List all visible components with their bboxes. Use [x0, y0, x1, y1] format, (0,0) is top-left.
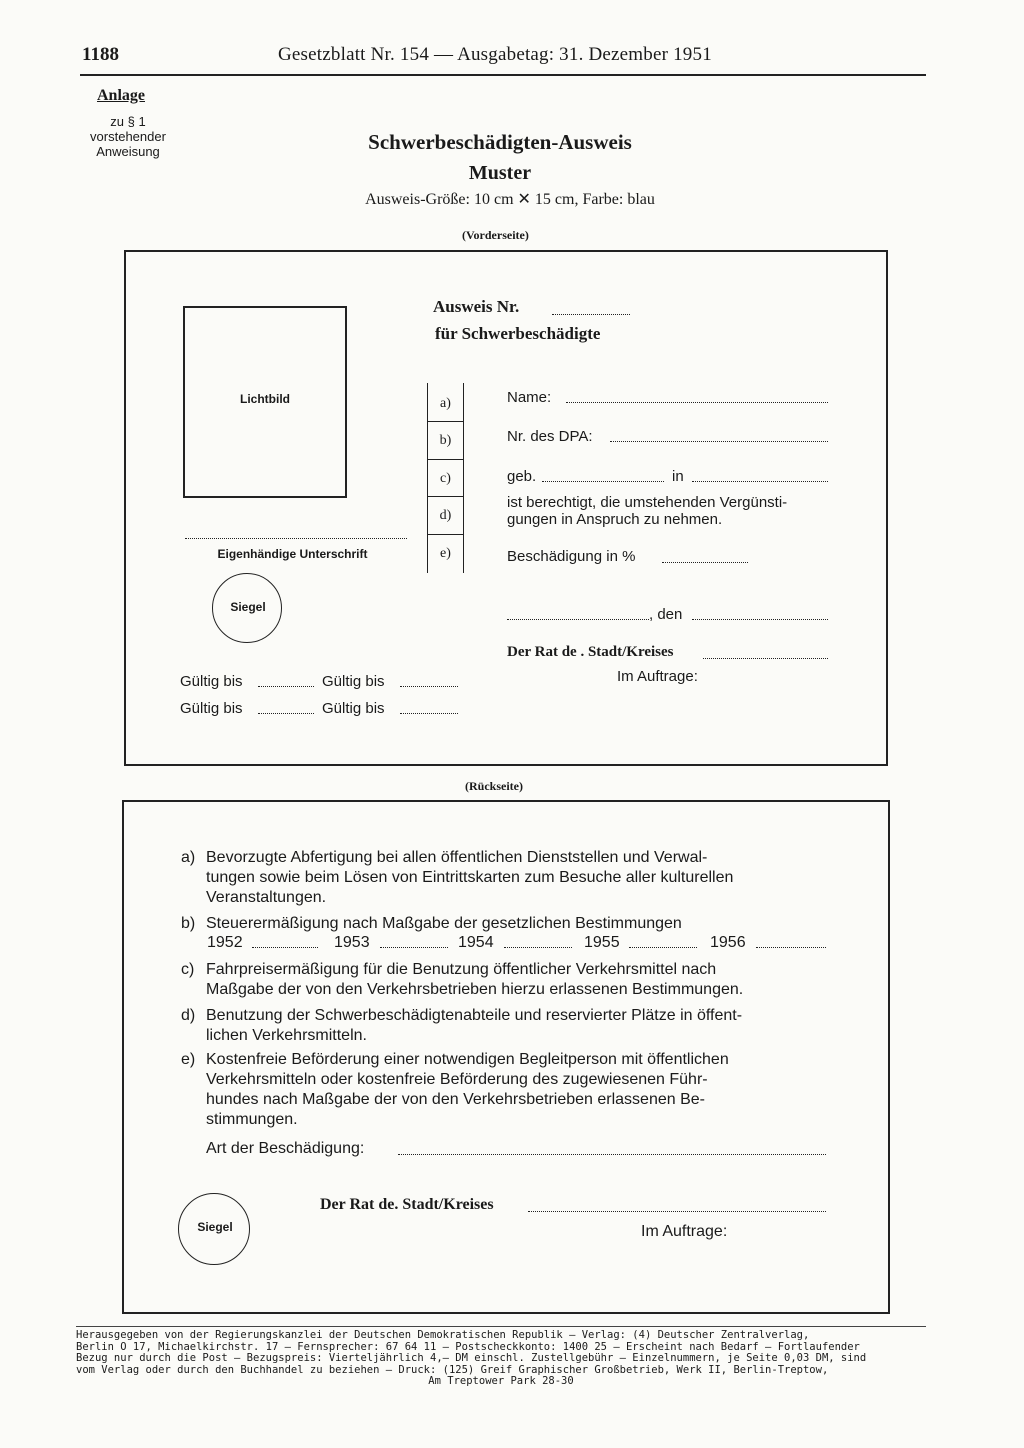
- date-label: , den: [649, 606, 683, 623]
- benefit-d: [206, 1006, 826, 1046]
- damage-percent-label: Beschädigung in %: [507, 548, 636, 565]
- imprint-line: vom Verlag oder durch den Buchhandel zu beziehen — Druck: (125) Greif Graphischer Großbetrieb, Werk II, Berlin-Treptow,: [76, 1363, 829, 1376]
- document-title: Schwerbeschädigten-Ausweis: [368, 130, 632, 154]
- letter-separator: [428, 496, 463, 497]
- year-field[interactable]: [629, 947, 697, 948]
- letter-a: a): [440, 396, 451, 411]
- entitlement-text: [507, 494, 787, 528]
- benefit-line: Verkehrsmitteln oder kostenfreie Beförderung des zugewiesenen Führ-: [206, 1071, 708, 1088]
- valid-until-label: Gültig bis: [322, 700, 385, 717]
- seal-label-front: Siegel: [230, 600, 266, 614]
- letter-b: b): [439, 433, 452, 448]
- anlage-label: Anlage: [97, 87, 145, 104]
- year-1953: 1953: [334, 934, 370, 951]
- date-field[interactable]: [692, 619, 828, 620]
- benefit-letter: c): [181, 961, 195, 978]
- imprint-footer: [76, 1330, 926, 1388]
- benefit-letter: d): [181, 1007, 196, 1024]
- dpa-field[interactable]: [610, 441, 828, 442]
- council-label-back: Der Rat de. Stadt/Kreises: [320, 1196, 494, 1213]
- document-subtitle: Muster: [468, 162, 532, 184]
- council-label-front: Der Rat de . Stadt/Kreises: [507, 644, 674, 660]
- valid-until-field[interactable]: [258, 713, 314, 714]
- council-field-front[interactable]: [703, 658, 828, 659]
- year-1956: 1956: [710, 934, 746, 951]
- valid-until-label: Gültig bis: [322, 673, 385, 690]
- page-number: 1188: [82, 44, 119, 65]
- anlage-note-line: zu § 1: [110, 114, 146, 129]
- benefit-line: Bevorzugte Abfertigung bei allen öffentlichen Dienststellen und Verwal-: [206, 849, 708, 866]
- anlage-note-line: Anweisung: [96, 144, 160, 159]
- benefit-letter: e): [181, 1051, 196, 1068]
- birthplace-field[interactable]: [692, 481, 828, 482]
- year-field[interactable]: [504, 947, 572, 948]
- benefit-line: stimmungen.: [206, 1111, 298, 1128]
- place-field[interactable]: [507, 619, 649, 620]
- on-behalf-front: Im Auftrage:: [617, 668, 698, 685]
- damage-type-label: Art der Beschädigung:: [206, 1140, 365, 1157]
- born-label: geb.: [507, 468, 537, 485]
- imprint-line: Berlin O 17, Michaelkirchstr. 17 — Fernsprecher: 67 64 11 — Postscheckkonto: 1400 25 — Erscheint nach Bedarf — Fortlaufender: [76, 1340, 860, 1353]
- birth-date-field[interactable]: [542, 481, 664, 482]
- damage-percent-field[interactable]: [662, 562, 748, 563]
- valid-until-field[interactable]: [400, 713, 458, 714]
- year-field[interactable]: [380, 947, 448, 948]
- photo-label: Lichtbild: [240, 392, 290, 406]
- benefit-line: tungen sowie beim Lösen von Eintrittskarten zum Besuche aller kulturellen: [206, 869, 734, 886]
- valid-until-field[interactable]: [400, 686, 458, 687]
- benefit-b: Steuerermäßigung nach Maßgabe der gesetzlichen Bestimmungen: [206, 915, 682, 932]
- letter-separator: [428, 421, 463, 422]
- anlage-note-line: vorstehender: [90, 129, 166, 144]
- year-1955: 1955: [584, 934, 620, 951]
- back-side-label: (Rückseite): [465, 779, 523, 793]
- id-title: Ausweis Nr.: [433, 297, 520, 316]
- benefit-e: [206, 1050, 826, 1130]
- year-field[interactable]: [252, 947, 318, 948]
- footer-rule: [76, 1326, 926, 1327]
- benefit-letter: a): [181, 849, 196, 866]
- valid-until-field[interactable]: [258, 686, 314, 687]
- benefit-line: hundes nach Maßgabe der von den Verkehrsbetrieben erlassenen Be-: [206, 1091, 705, 1108]
- year-1952: 1952: [207, 934, 243, 951]
- letter-c: c): [440, 471, 451, 486]
- entitlement-line: gungen in Anspruch zu nehmen.: [507, 511, 723, 528]
- valid-until-label: Gültig bis: [180, 700, 243, 717]
- name-field[interactable]: [566, 402, 828, 403]
- signature-line[interactable]: [185, 538, 407, 539]
- council-field-back[interactable]: [528, 1211, 826, 1212]
- benefit-line: Benutzung der Schwerbeschädigtenabteile und reservierter Plätze in öffent-: [206, 1007, 743, 1024]
- benefit-line: Fahrpreisermäßigung für die Benutzung öffentlicher Verkehrsmittel nach: [206, 961, 717, 978]
- on-behalf-back: Im Auftrage:: [641, 1223, 728, 1240]
- letter-d: d): [439, 508, 452, 523]
- benefit-line: lichen Verkehrsmitteln.: [206, 1027, 367, 1044]
- imprint-line: Bezug nur durch die Post — Bezugspreis: Vierteljährlich 4,— DM einschl. Zustellgebühr — Einzelnummern, je Seite 0,03 DM, sind: [76, 1352, 867, 1364]
- letter-separator: [428, 459, 463, 460]
- year-field[interactable]: [756, 947, 826, 948]
- benefit-c: [206, 960, 826, 1000]
- benefit-letter-column: [427, 383, 464, 573]
- name-label: Name:: [507, 389, 552, 406]
- seal-label-back: Siegel: [197, 1220, 233, 1234]
- benefit-line: Veranstaltungen.: [206, 889, 327, 906]
- header-rule: [80, 74, 926, 76]
- benefit-line: Maßgabe der von den Verkehrsbetrieben hierzu erlassenen Bestimmungen.: [206, 981, 744, 998]
- letter-e: e): [440, 546, 451, 561]
- imprint-line: Herausgegeben von der Regierungskanzlei der Deutschen Demokratischen Republik — Verlag: (4) Deutscher Zentralverlag,: [76, 1329, 810, 1341]
- anlage-note: [80, 114, 176, 159]
- benefit-letter: b): [181, 915, 196, 932]
- year-1954: 1954: [458, 934, 494, 951]
- damage-type-field[interactable]: [398, 1154, 826, 1155]
- entitlement-line: ist berechtigt, die umstehenden Vergünsti-: [507, 494, 788, 511]
- dpa-label: Nr. des DPA:: [507, 428, 593, 445]
- size-note: Ausweis-Größe: 10 cm ✕ 15 cm, Farbe: blau: [365, 191, 655, 208]
- front-side-label: (Vorderseite): [462, 228, 529, 242]
- benefit-a: [206, 848, 826, 908]
- id-subtitle: für Schwerbeschädigte: [435, 324, 601, 343]
- gazette-header-title: Gesetzblatt Nr. 154 — Ausgabetag: 31. Dezember 1951: [278, 44, 712, 65]
- id-number-field[interactable]: [552, 314, 630, 315]
- birthplace-label: in: [672, 468, 684, 485]
- letter-separator: [428, 534, 463, 535]
- signature-label: Eigenhändige Unterschrift: [217, 547, 368, 561]
- valid-until-label: Gültig bis: [180, 673, 243, 690]
- benefit-line: Kostenfreie Beförderung einer notwendigen Begleitperson mit öffentlichen: [206, 1051, 729, 1068]
- imprint-line: Am Treptower Park 28-30: [428, 1375, 574, 1387]
